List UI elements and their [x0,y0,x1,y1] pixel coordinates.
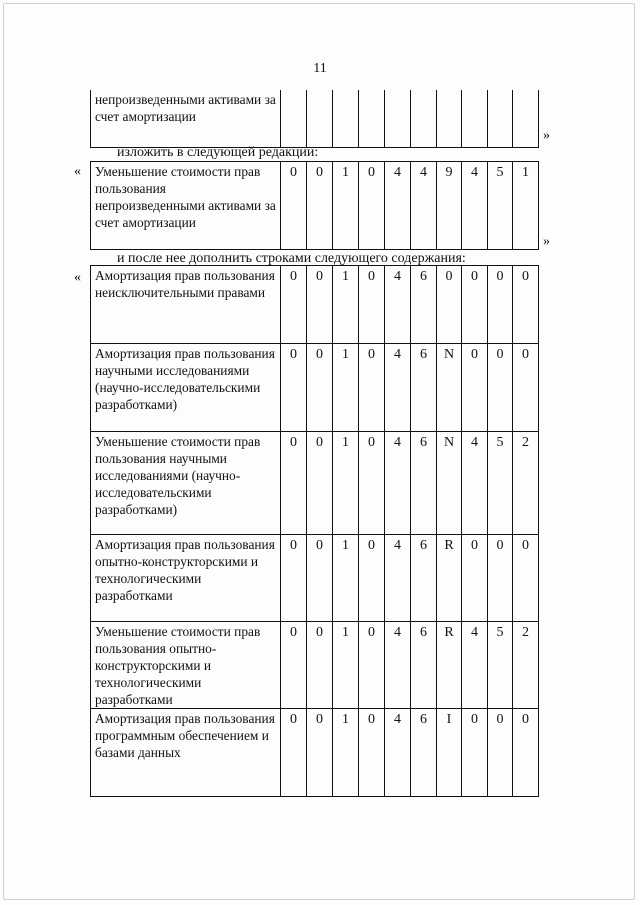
code-digit-cell: 5 [488,432,513,535]
code-digit-cell: 0 [462,344,488,432]
table-row [91,432,539,535]
table-row [91,709,539,797]
code-digit-cell: 0 [359,622,385,709]
code-digit-cell: 4 [462,162,488,250]
closing-quote: » [543,234,550,249]
code-digit-cell: 4 [385,622,411,709]
code-digit-cell: 6 [411,709,437,797]
code-digit-cell: 0 [281,535,307,622]
code-digit-cell [307,90,333,147]
code-digit-cell: 0 [307,266,333,344]
code-digit-cell: 0 [513,344,539,432]
code-digit-cell: 5 [488,162,513,250]
code-digit-cell: 0 [307,535,333,622]
opening-quote: « [74,164,81,179]
code-digit-cell: 0 [359,432,385,535]
code-digit-cell: 1 [333,622,359,709]
code-digit-cell: 5 [488,622,513,709]
code-digit-cell: 4 [462,622,488,709]
code-digit-cell: 9 [437,162,462,250]
code-digit-cell: 4 [385,162,411,250]
code-digit-cell: 0 [462,535,488,622]
table-row [91,90,539,147]
code-digit-cell: 4 [385,535,411,622]
code-digit-cell: R [437,622,462,709]
code-digit-cell: 0 [359,344,385,432]
code-digit-cell: 6 [411,432,437,535]
code-digit-cell: 0 [488,535,513,622]
code-digit-cell [359,90,385,147]
table-block-1 [90,90,539,148]
row-name-cell: Амортизация прав пользования научными исследованиями (научно-исследовательскими разработками) [91,344,281,432]
code-digit-cell: 0 [488,266,513,344]
code-digit-cell: 1 [333,432,359,535]
code-digit-cell: 0 [307,344,333,432]
row-name-cell: Амортизация прав пользования опытно-конструкторскими и технологическими разработками [91,535,281,622]
table-row [91,622,539,709]
instruction-text: и после нее дополнить строками следующего содержания: [117,251,466,266]
code-digit-cell: 0 [281,162,307,250]
code-digit-cell: 4 [385,709,411,797]
code-digit-cell: 6 [411,622,437,709]
code-digit-cell [462,90,488,147]
code-digit-cell: 4 [462,432,488,535]
code-digit-cell: 6 [411,344,437,432]
code-digit-cell: 2 [513,622,539,709]
code-digit-cell: 1 [333,266,359,344]
closing-quote: » [543,128,550,143]
row-name-cell: Уменьшение стоимости прав пользования опытно-конструкторскими и технологическими разработками [91,622,281,709]
code-digit-cell [385,90,411,147]
code-digit-cell: 1 [333,162,359,250]
code-digit-cell: 0 [281,344,307,432]
code-digit-cell: 0 [513,709,539,797]
code-digit-cell: 0 [307,622,333,709]
code-digit-cell: 4 [385,266,411,344]
code-digit-cell: 4 [385,344,411,432]
opening-quote: « [74,270,81,285]
code-digit-cell: 1 [513,162,539,250]
table-row [91,344,539,432]
table-block-2 [90,161,539,250]
code-digit-cell: N [437,344,462,432]
code-digit-cell: 0 [307,432,333,535]
code-digit-cell: 0 [359,709,385,797]
code-digit-cell: 0 [437,266,462,344]
code-digit-cell: 0 [281,432,307,535]
code-digit-cell [513,90,539,147]
code-digit-cell: 6 [411,535,437,622]
code-digit-cell: 0 [307,709,333,797]
code-digit-cell [488,90,513,147]
code-digit-cell: 0 [307,162,333,250]
row-name-cell: непроизведенными активами за счет амортизации [91,90,281,147]
code-digit-cell: 0 [513,266,539,344]
code-digit-cell: 0 [359,535,385,622]
code-digit-cell: 0 [281,709,307,797]
row-name-cell: Уменьшение стоимости прав пользования научными исследованиями (научно-исследовательскими разработками) [91,432,281,535]
code-digit-cell: 0 [462,709,488,797]
code-digit-cell: 0 [488,344,513,432]
row-name-cell: Уменьшение стоимости прав пользования непроизведенными активами за счет амортизации [91,162,281,250]
table-row [91,266,539,344]
code-digit-cell: 0 [513,535,539,622]
code-digit-cell [281,90,307,147]
code-digit-cell: 1 [333,344,359,432]
table-row [91,162,539,250]
instruction-text: изложить в следующей редакции: [117,145,319,160]
table-row [91,535,539,622]
code-digit-cell: 1 [333,709,359,797]
code-digit-cell: 2 [513,432,539,535]
code-digit-cell: 0 [488,709,513,797]
row-name-cell: Амортизация прав пользования неисключительными правами [91,266,281,344]
page-number: 11 [313,61,327,76]
code-digit-cell [333,90,359,147]
code-digit-cell [437,90,462,147]
code-digit-cell: R [437,535,462,622]
row-name-cell: Амортизация прав пользования программным обеспечением и базами данных [91,709,281,797]
code-digit-cell: 1 [333,535,359,622]
code-digit-cell: 0 [462,266,488,344]
code-digit-cell: 0 [359,266,385,344]
code-digit-cell: I [437,709,462,797]
code-digit-cell: N [437,432,462,535]
code-digit-cell: 4 [385,432,411,535]
code-digit-cell: 0 [281,266,307,344]
code-digit-cell: 0 [281,622,307,709]
code-digit-cell: 4 [411,162,437,250]
code-digit-cell: 6 [411,266,437,344]
code-digit-cell: 0 [359,162,385,250]
code-digit-cell [411,90,437,147]
table-block-3 [90,265,539,797]
